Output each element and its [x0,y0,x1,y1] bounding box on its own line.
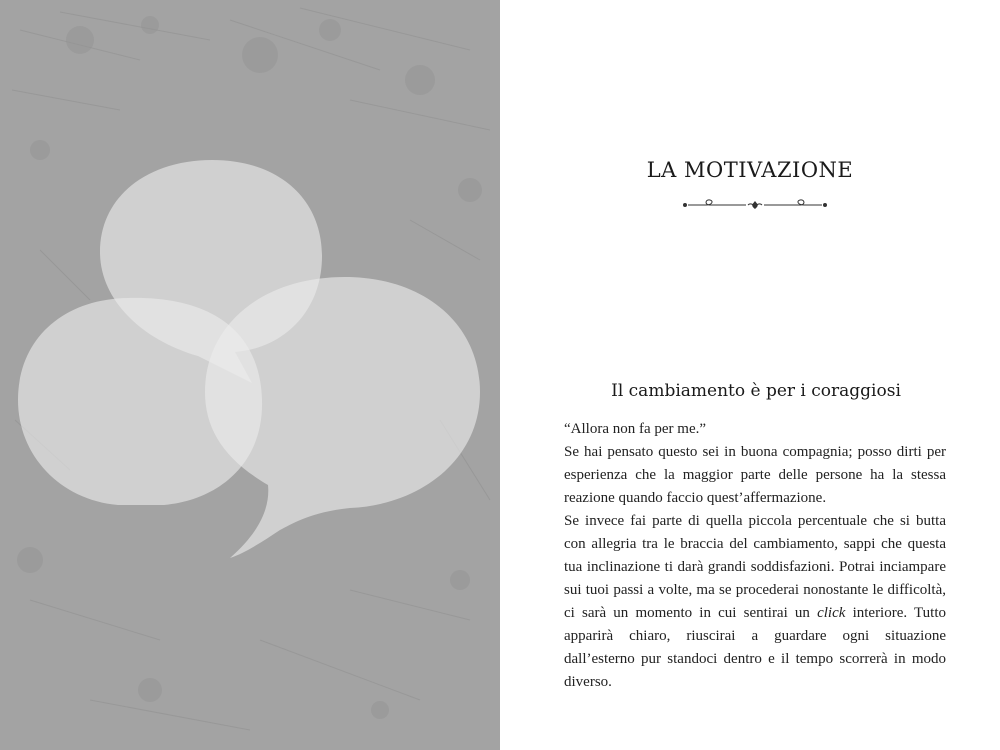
paragraph-1: Se hai pensato questo sei in buona compagnia; posso dirti per esperienza che la maggior parte delle persone ha la stessa reazione quando faccio quest’affermazione. [564,444,946,506]
emphasis-click: click [817,605,846,621]
opening-quote: “Allora non fa per me.” [564,421,707,437]
chapter-title: LA MOTIVAZIONE [646,158,854,182]
text-page [500,0,1000,750]
paragraph-2-end: interiore. Tutto apparirà chiaro, riuscirai a guardare ogni situazione dall’esterno pur standoci dentro e il tempo scorrerà in modo diverso. [564,605,946,690]
body-text [564,418,946,694]
paragraph-2-start: Se invece fai parte di quella piccola percentuale che si butta con allegria tra le braccia del cambiamento, sappi che questa tua inclinazione ti darà grandi soddisfazioni. Potrai inciampare sui tuoi passi a volte, ma se procederai nonostante le difficoltà, ci sarà un momento in cui sentirai un [564,513,946,621]
section-title: Il cambiamento è per i coraggiosi [611,381,901,401]
flourish-divider-icon [682,197,828,213]
speech-bubble-right [205,277,480,558]
paragraph-2 [564,510,946,694]
